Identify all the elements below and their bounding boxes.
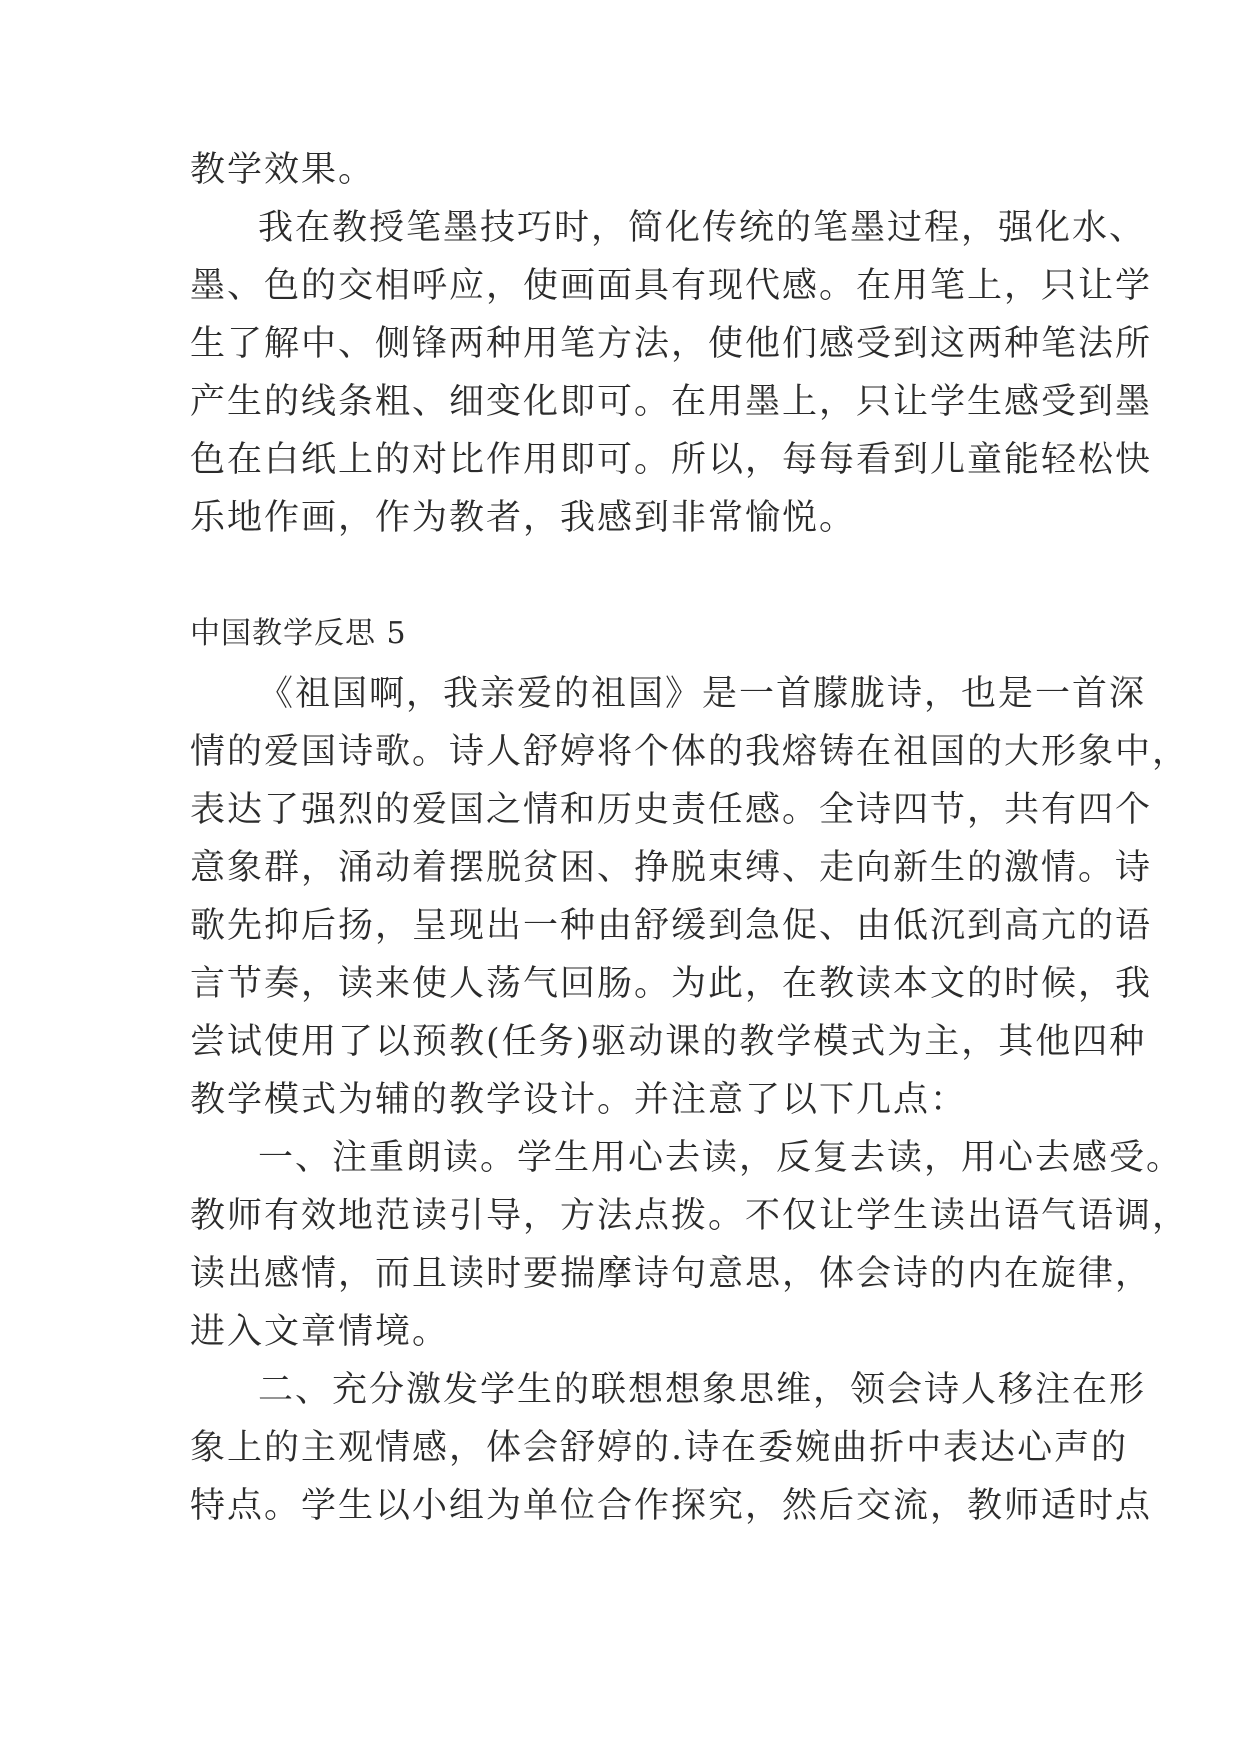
text-line: 歌先抑后扬，呈现出一种由舒缓到急促、由低沉到高亢的语 (190, 906, 1153, 946)
section-heading: 中国教学反思 5 (190, 616, 407, 651)
text-line: 意象群，涌动着摆脱贫困、挣脱束缚、走向新生的激情。诗 (190, 848, 1153, 888)
text-line: 言节奏，读来使人荡气回肠。为此，在教读本文的时候，我 (190, 964, 1153, 1004)
text-line: 情的爱国诗歌。诗人舒婷将个体的我熔铸在祖国的大形象中， (190, 732, 1190, 772)
paragraph-start-line: 二、充分激发学生的联想想象思维，领会诗人移注在形 (258, 1370, 1147, 1410)
text-line: 象上的主观情感，体会舒婷的.诗在委婉曲折中表达心声的 (190, 1428, 1129, 1468)
text-line: 生了解中、侧锋两种用笔方法，使他们感受到这两种笔法所 (190, 324, 1153, 364)
text-line: 教学模式为辅的教学设计。并注意了以下几点： (190, 1080, 968, 1120)
paragraph-start-line: 我在教授笔墨技巧时，简化传统的笔墨过程，强化水、 (258, 208, 1147, 248)
paragraph-start-line: 《祖国啊，我亲爱的祖国》是一首朦胧诗，也是一首深 (258, 674, 1147, 714)
text-line: 尝试使用了以预教(任务)驱动课的教学模式为主，其他四种 (190, 1022, 1147, 1062)
text-line: 读出感情，而且读时要揣摩诗句意思，体会诗的内在旋律， (190, 1254, 1153, 1294)
text-line: 表达了强烈的爱国之情和历史责任感。全诗四节，共有四个 (190, 790, 1153, 830)
text-line: 产生的线条粗、细变化即可。在用墨上，只让学生感受到墨 (190, 382, 1153, 422)
text-line: 教学效果。 (190, 150, 376, 190)
paragraph-start-line: 一、注重朗读。学生用心去读，反复去读，用心去感受。 (258, 1138, 1184, 1178)
text-line: 教师有效地范读引导，方法点拨。不仅让学生读出语气语调， (190, 1196, 1190, 1236)
text-line: 色在白纸上的对比作用即可。所以，每每看到儿童能轻松快 (190, 440, 1153, 480)
text-line: 乐地作画，作为教者，我感到非常愉悦。 (190, 498, 857, 538)
text-line: 墨、色的交相呼应，使画面具有现代感。在用笔上，只让学 (190, 266, 1153, 306)
text-line: 进入文章情境。 (190, 1312, 450, 1352)
text-line: 特点。学生以小组为单位合作探究，然后交流，教师适时点 (190, 1486, 1153, 1526)
